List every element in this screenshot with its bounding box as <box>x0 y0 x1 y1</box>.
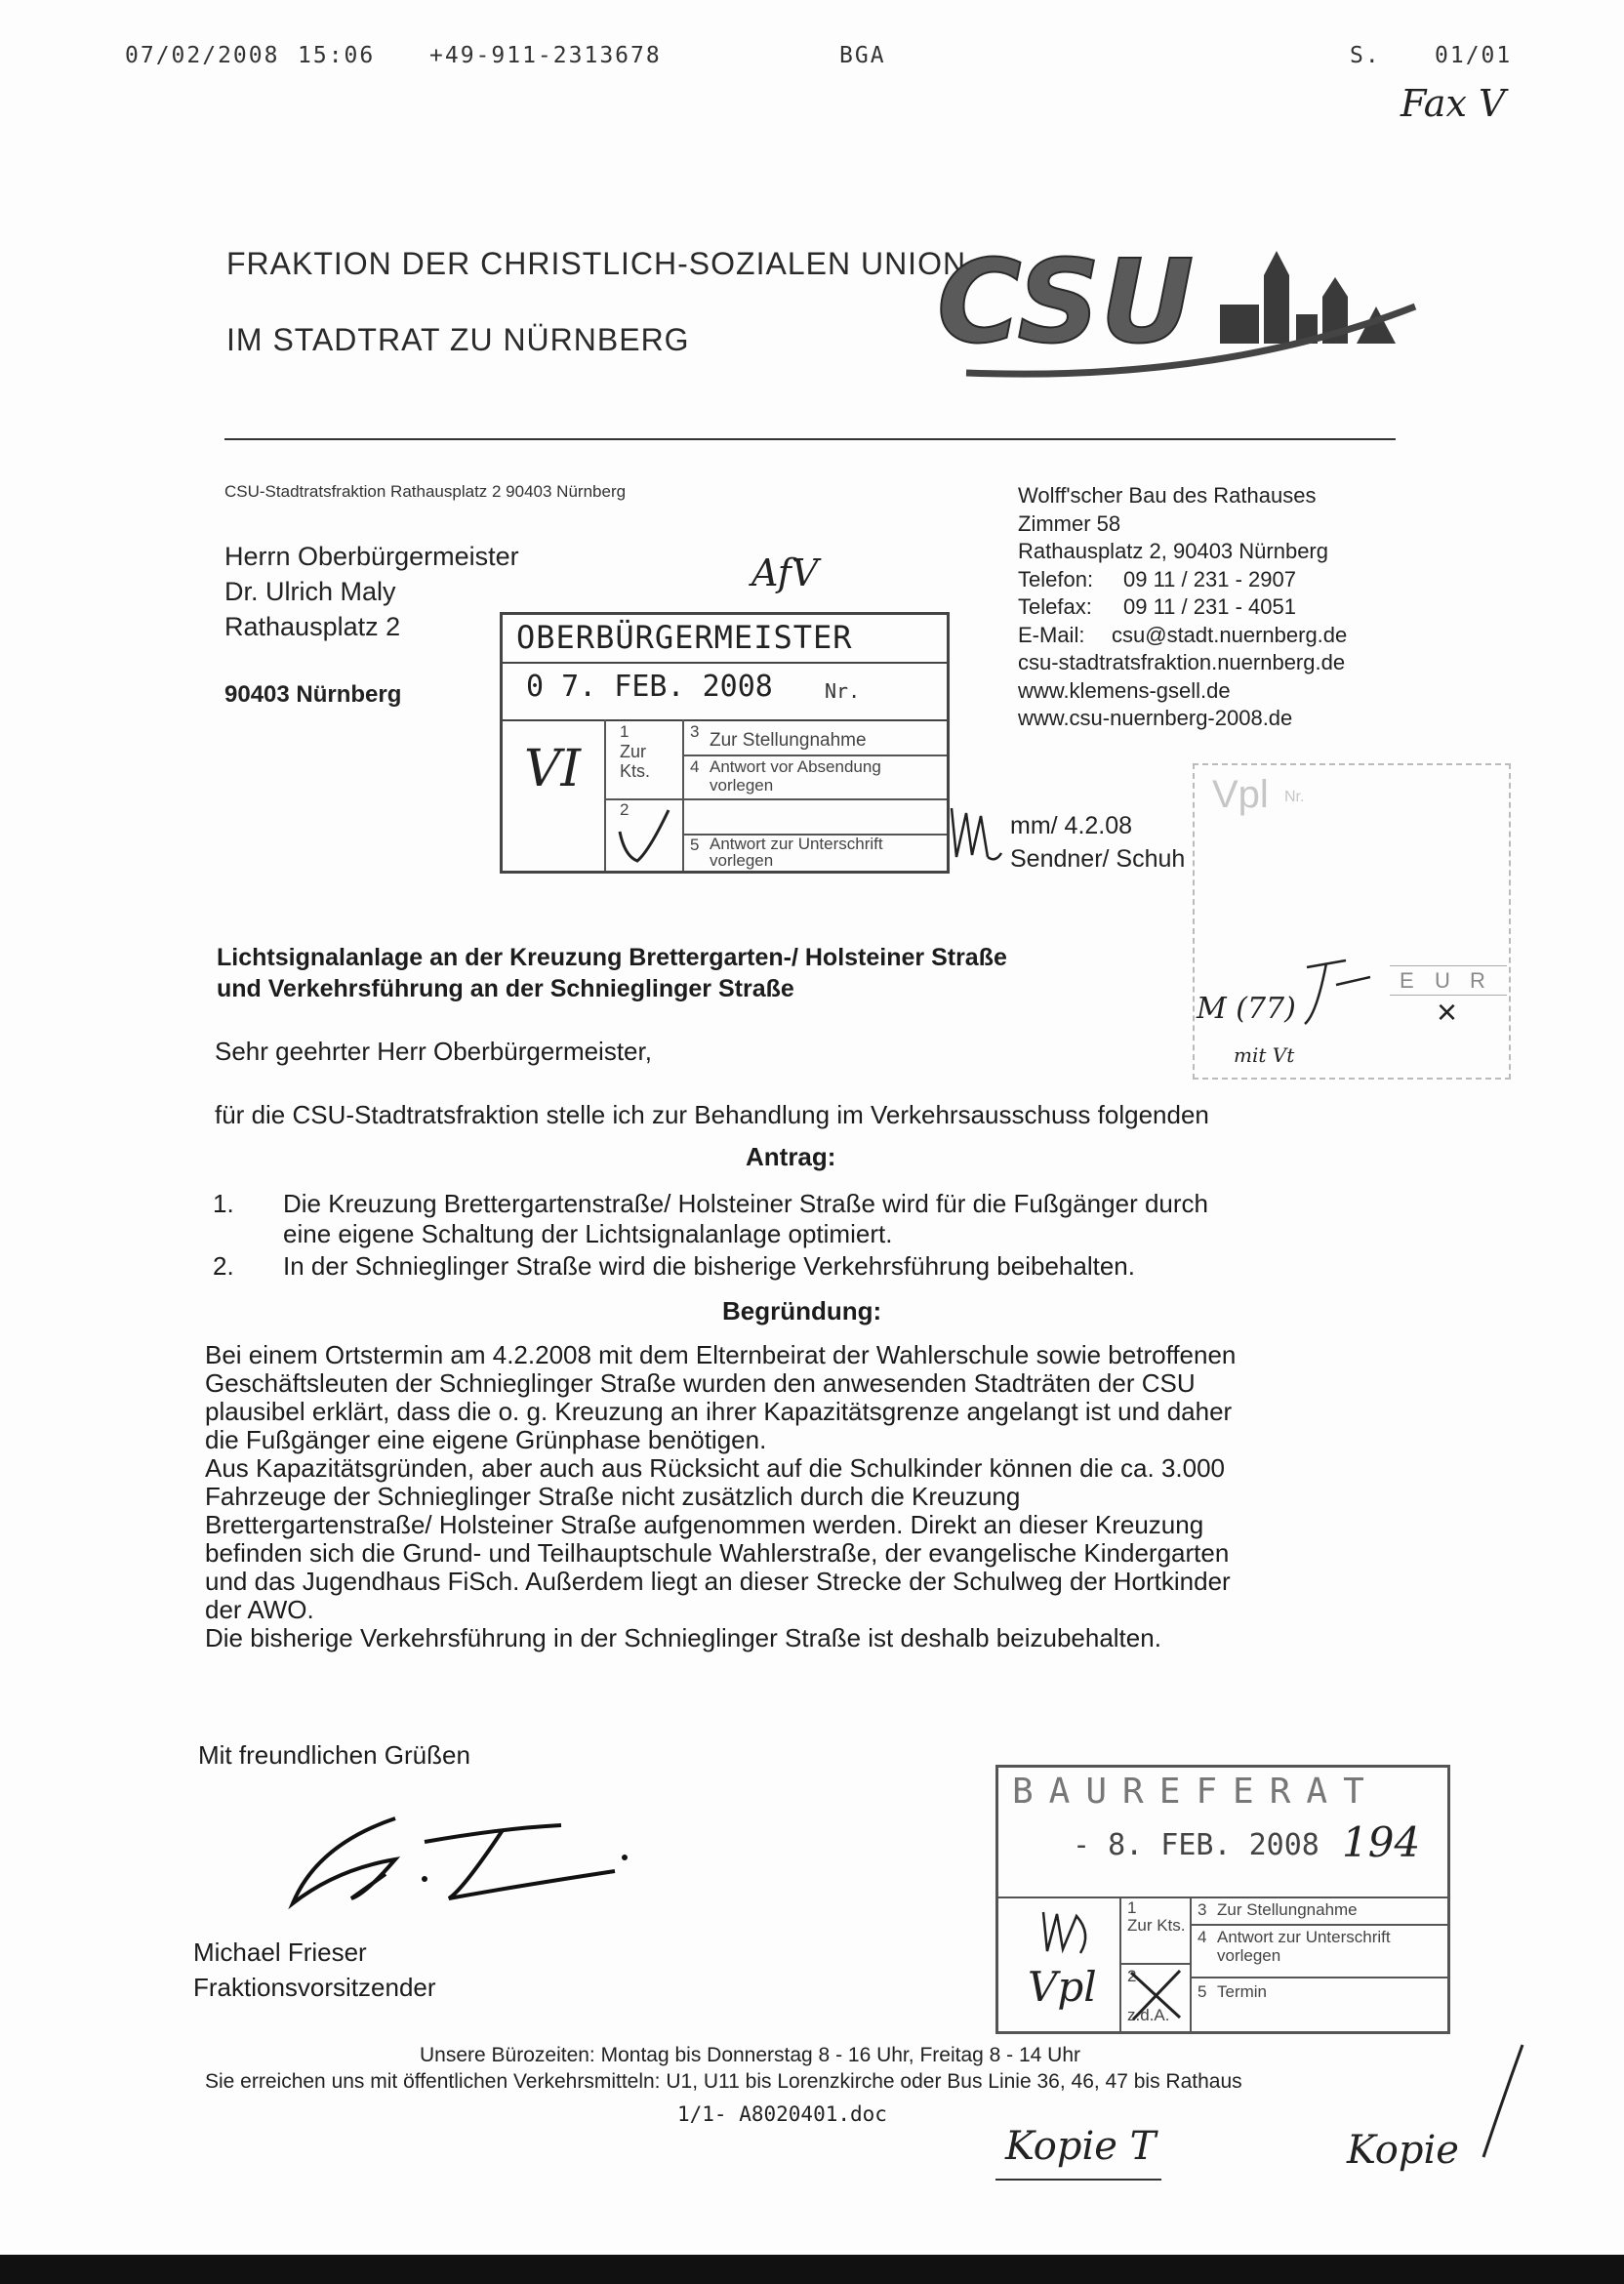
footer-office-hours: Unsere Bürozeiten: Montag bis Donnerstag 8 - 16 Uhr, Freitag 8 - 14 Uhr <box>420 2044 1081 2066</box>
contact-phone-label: Telefon: <box>1018 566 1094 591</box>
antrag-item-1-num: 1. <box>213 1189 234 1218</box>
begruendung-line: befinden sich die Grund- und Teilhauptschule Wahlerstraße, der evangelische Kindergarten <box>205 1538 1230 1568</box>
oberbuergermeister-stamp: OBERBÜRGERMEISTER 0 7. FEB. 2008 Nr. VI 1 Zur Kts. 2 3 Zur Stellungnahme 4 Antwort vor Absendung vorlegen 5 Antwort zur Unterschrift vorlegen <box>500 612 950 874</box>
begruendung-line: der AWO. <box>205 1595 314 1624</box>
fax-time: 15:06 <box>298 43 376 68</box>
begruendung-text <box>205 1341 1405 1652</box>
vpl-letter-u: U <box>1435 968 1450 993</box>
baureferat-cell3: Zur Stellungnahme <box>1217 1900 1358 1919</box>
begruendung-line: und das Jugendhaus FiSch. Außerdem liegt an dieser Strecke der Schulweg der Hortkinder <box>205 1567 1231 1596</box>
cross-mark-icon <box>1123 1963 1188 2027</box>
baureferat-cell4: Antwort zur Unterschrift vorlegen <box>1217 1928 1391 1965</box>
antrag-item-2-line1: In der Schnieglinger Straße wird die bisherige Verkehrsführung beibehalten. <box>283 1251 1135 1281</box>
subject-line1: Lichtsignalanlage an der Kreuzung Brettergarten-/ Holsteiner Straße <box>217 944 1007 971</box>
contact-phone: 09 11 / 231 - 2907 <box>1123 566 1296 591</box>
vpl-letter-e: E <box>1400 968 1414 993</box>
antrag-item-1-line1: Die Kreuzung Brettergartenstraße/ Holsteiner Straße wird für die Fußgänger durch <box>283 1189 1208 1218</box>
contact-building: Wolff'scher Bau des Rathauses <box>1018 483 1317 508</box>
fax-date: 07/02/2008 <box>125 43 280 68</box>
vpl-cross: × <box>1437 992 1458 1032</box>
ob-stamp-handwritten-ref: VI <box>524 740 582 798</box>
letterhead-divider <box>224 438 1396 440</box>
contact-address: Rathausplatz 2, 90403 Nürnberg <box>1018 539 1328 563</box>
recipient-line1: Herrn Oberbürgermeister <box>224 542 519 571</box>
footer-transport: Sie erreichen uns mit öffentlichen Verkehrsmitteln: U1, U11 bis Lorenzkirche oder Bus Linie 36, 46, 47 bis Rathaus <box>205 2070 1242 2093</box>
sender-return-address: CSU-Stadtratsfraktion Rathausplatz 2 90403 Nürnberg <box>224 482 627 501</box>
recipient-line4: 90403 Nürnberg <box>224 681 402 708</box>
baureferat-cell5: Termin <box>1217 1982 1268 2001</box>
begruendung-line: Aus Kapazitätsgründen, aber auch aus Rücksicht auf die Schulkinder können die ca. 3.000 <box>205 1453 1226 1483</box>
handwritten-kopie: Kopie <box>1347 2128 1459 2173</box>
signature <box>278 1801 649 1918</box>
recipient-line2: Dr. Ulrich Maly <box>224 577 396 606</box>
csu-logo <box>927 226 1435 392</box>
vpl-handwritten: M (77) <box>1197 992 1296 1026</box>
intro-sentence: für die CSU-Stadtratsfraktion stelle ich zur Behandlung im Verkehrsausschuss folgenden <box>215 1100 1209 1129</box>
vpl-letter-r: R <box>1470 968 1485 993</box>
antrag-heading: Antrag: <box>746 1142 836 1171</box>
contact-email-row <box>1018 622 1347 650</box>
baureferat-date: - 8. FEB. 2008 <box>1073 1828 1320 1862</box>
contact-room: Zimmer 58 <box>1018 510 1121 536</box>
contact-web1[interactable]: csu-stadtratsfraktion.nuernberg.de <box>1018 650 1346 674</box>
fax-phone: +49-911-2313678 <box>429 43 662 68</box>
antrag-item-2-num: 2. <box>213 1251 234 1281</box>
baureferat-handwritten: Vpl <box>1028 1963 1097 2011</box>
begruendung-line: Bei einem Ortstermin am 4.2.2008 mit dem Elternbeirat der Wahlerschule sowie betroffenen <box>205 1340 1237 1369</box>
begruendung-line: Fahrzeuge der Schnieglinger Straße nicht zusätzlich durch die Kreuzung <box>205 1482 1021 1511</box>
handwritten-kopie-t: Kopie T <box>1005 2124 1157 2169</box>
subject-line2: und Verkehrsführung an der Schnieglinger Straße <box>217 975 794 1002</box>
baureferat-initials <box>1034 1904 1102 1963</box>
recipient-line3: Rathausplatz 2 <box>224 612 401 641</box>
footer-docref: 1/1- A8020401.doc <box>677 2102 887 2126</box>
fax-sender-id: BGA <box>839 43 886 68</box>
vpl-stamp-faint <box>1193 763 1511 1080</box>
begruendung-line: plausibel erklärt, dass die o. g. Kreuzung an ihrer Kapazitätsgrenze angelangt ist und daher <box>205 1397 1233 1426</box>
contact-web3[interactable]: www.csu-nuernberg-2008.de <box>1018 706 1293 730</box>
vpl-signature <box>1297 956 1375 1034</box>
baureferat-title: BAUREFERAT <box>1012 1772 1380 1812</box>
ob-stamp-date: 0 7. FEB. 2008 <box>526 670 773 704</box>
vpl-handwritten2: mit Vt <box>1234 1043 1295 1067</box>
begruendung-line: Geschäftsleuten der Schnieglinger Straße wurden den anwesenden Stadträten der CSU <box>205 1368 1196 1398</box>
handwritten-fax-note: Fax V <box>1401 82 1506 125</box>
ob-stamp-cell5: Antwort zur Unterschrift vorlegen <box>710 835 883 870</box>
signatory-name: Michael Frieser <box>193 1937 367 1967</box>
begruendung-heading: Begründung: <box>722 1296 882 1326</box>
baureferat-cell2: z.d.A. <box>1127 2006 1170 2024</box>
initials-signature <box>947 798 1005 867</box>
vpl-nr: Nr. <box>1284 789 1305 805</box>
baureferat-stamp: BAUREFERAT - 8. FEB. 2008 194 1 Zur Kts. 2 z.d.A. 3 Zur Stellungnahme 4 Antwort zur Unterschrift vorlegen 5 Termin Vpl <box>995 1765 1450 2034</box>
begruendung-line: die Fußgänger eine eigene Grünphase benötigen. <box>205 1425 767 1454</box>
recipient-address <box>224 539 519 713</box>
checkmark-icon <box>610 802 678 871</box>
reference-names: Sendner/ Schuh <box>1010 845 1186 873</box>
reference-code: mm/ 4.2.08 <box>1010 812 1133 839</box>
contact-fax: 09 11 / 231 - 4051 <box>1123 594 1296 619</box>
csu-logo-text: CSU <box>937 234 1195 369</box>
handwritten-stroke <box>1464 2040 1542 2167</box>
ob-stamp-cell3: Zur Stellungnahme <box>710 730 867 751</box>
baureferat-number: 194 <box>1342 1818 1421 1866</box>
contact-web2[interactable]: www.klemens-gsell.de <box>1018 677 1231 703</box>
vpl-label: Vpl <box>1212 773 1269 816</box>
letterhead-line1: FRAKTION DER CHRISTLICH-SOZIALEN UNION <box>226 246 967 281</box>
signatory-title: Fraktionsvorsitzender <box>193 1973 436 2002</box>
contact-fax-row <box>1018 593 1347 622</box>
fax-page-label: S. <box>1350 43 1381 68</box>
contact-block <box>1018 482 1347 733</box>
bottom-underline <box>995 2179 1161 2181</box>
salutation: Sehr geehrter Herr Oberbürgermeister, <box>215 1037 652 1066</box>
ob-stamp-title: OBERBÜRGERMEISTER <box>516 619 853 656</box>
contact-email-label: E-Mail: <box>1018 622 1085 647</box>
baureferat-cell1: Zur Kts. <box>1127 1916 1186 1935</box>
begruendung-line: Brettergartenstraße/ Holsteiner Straße aufgenommen werden. Direkt an dieser Kreuzung <box>205 1510 1204 1539</box>
handwritten-afv: AfV <box>751 551 819 594</box>
fax-page: 01/01 <box>1435 43 1513 68</box>
closing: Mit freundlichen Grüßen <box>198 1740 470 1770</box>
ob-stamp-nr: Nr. <box>825 679 861 703</box>
ob-stamp-cell1: Zur Kts. <box>620 742 651 781</box>
begruendung-line: Die bisherige Verkehrsführung in der Schnieglinger Straße ist deshalb beizubehalten. <box>205 1623 1161 1652</box>
antrag-item-1-line2: eine eigene Schaltung der Lichtsignalanlage optimiert. <box>283 1219 893 1248</box>
contact-email[interactable]: csu@stadt.nuernberg.de <box>1112 622 1348 647</box>
contact-fax-label: Telefax: <box>1018 594 1092 619</box>
scan-edge <box>0 2255 1624 2284</box>
subject <box>217 942 1007 1004</box>
letterhead-line2: IM STADTRAT ZU NÜRNBERG <box>226 322 690 357</box>
contact-phone-row <box>1018 566 1347 594</box>
ob-stamp-cell4: Antwort vor Absendung vorlegen <box>710 757 881 795</box>
